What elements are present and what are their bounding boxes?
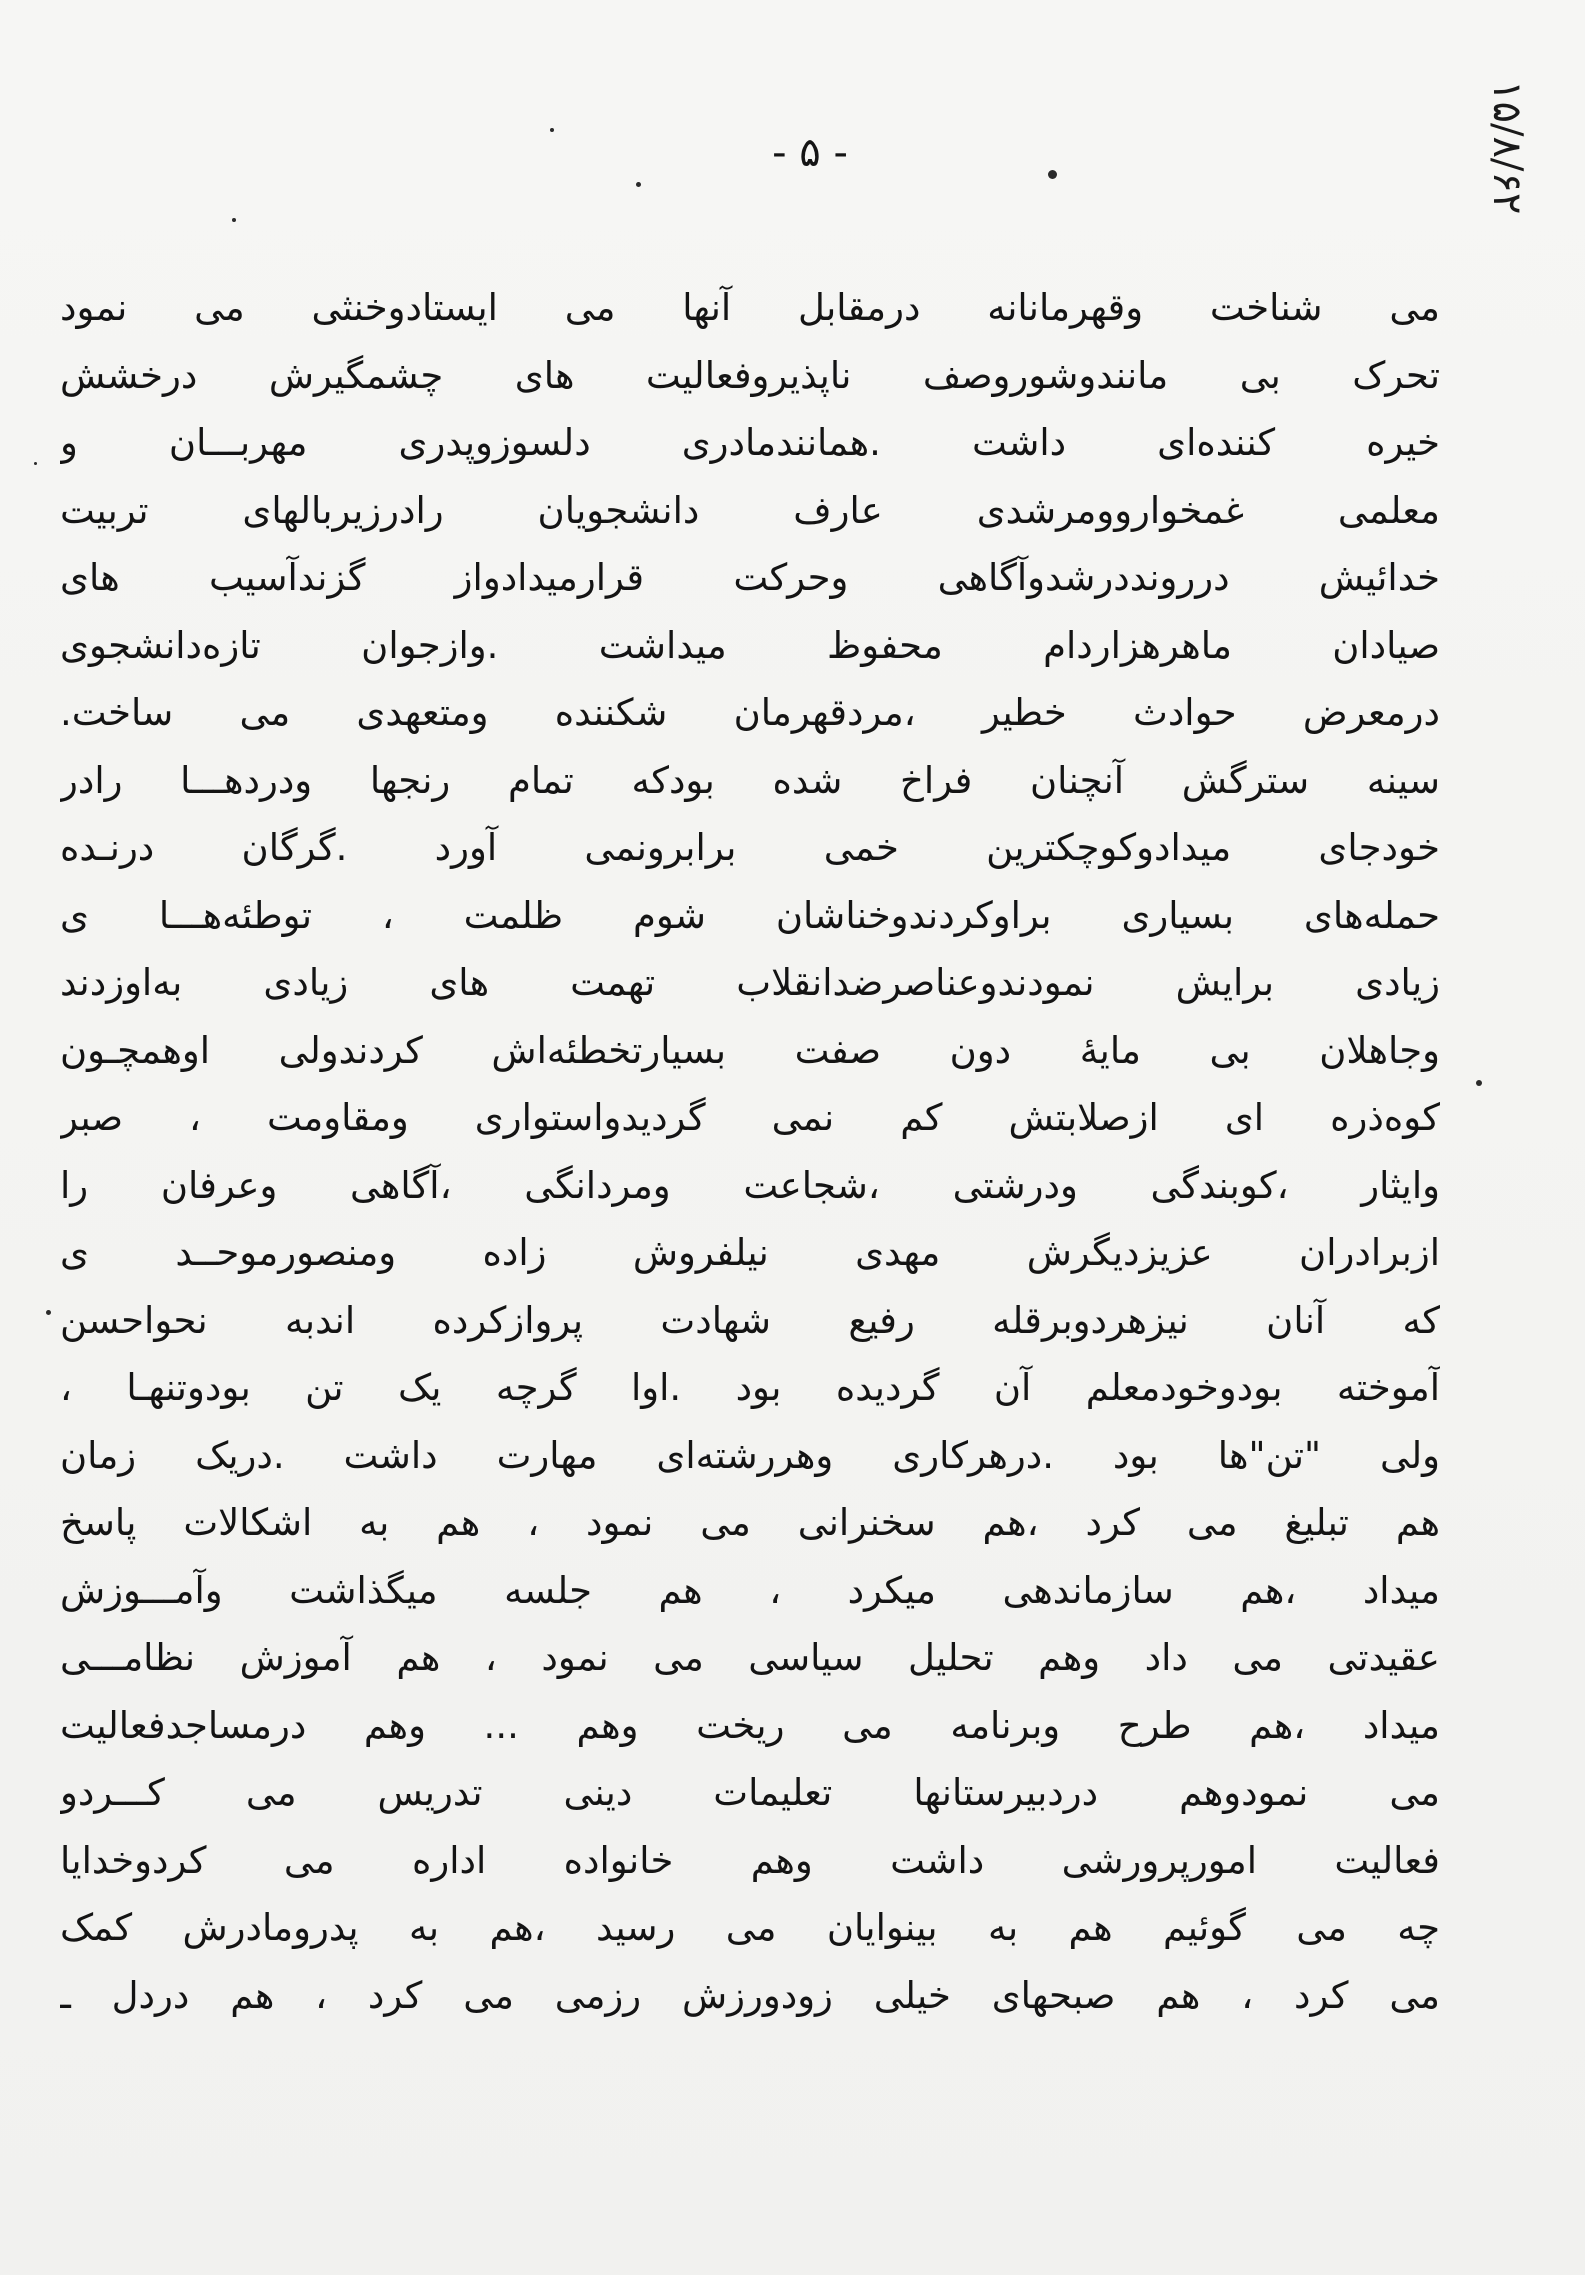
text-line: خدائیش دررونددرشدوآگاهی وحرکت قرارمیدادواز گزندآسیب های	[60, 556, 1440, 599]
scan-speck	[1048, 170, 1057, 179]
text-line: معلمی غمخواروومرشدی عارف دانشجویان رادرزیربالهای تربیت	[60, 488, 1440, 532]
text-line: آموخته بودوخودمعلم آن گردیده بود .اوا گرچه یک تن بودوتنهـا ،	[60, 1366, 1440, 1409]
text-line: می کرد ، هم صبحهای خیلی زودورزش رزمی می کرد ، هم دردل ـ	[60, 1973, 1440, 2017]
scan-speck	[636, 182, 641, 187]
text-line: وجاهلان بی مایهٔ دون صفت بسیارتخطئه‌اش کردندولی اوهمچـون	[60, 1028, 1440, 1072]
text-line: کوه‌ذره ای ازصلابتش کم نمی گردیدواستواری ومقاومت ، صبر	[60, 1096, 1440, 1139]
handwritten-date-note: ۱۵/۸/۶۲	[1484, 80, 1530, 215]
text-line: صیادان ماهرهزاردام محفوظ میداشت .وازجوان تازه‌دانشجوی	[60, 623, 1440, 667]
scan-speck	[46, 1310, 51, 1315]
text-line: ازبرادران عزیزدیگرش مهدی نیلفروش زاده ومنصورموحــد ی	[60, 1231, 1440, 1274]
body-text	[60, 274, 1440, 2029]
text-line: درمعرض حوادث خطیر ،مردقهرمان شکننده ومتعهدی می ساخت.	[60, 691, 1440, 734]
text-line: عقیدتی می داد وهم تحلیل سیاسی می نمود ، هم آموزش نظامـــی	[60, 1636, 1440, 1679]
text-line: خودجای میدادوکوچکترین خمی برابرونمی آورد .گرگان درنـده	[60, 826, 1440, 869]
text-line: زیادی برایش نمودندوعناصرضدانقلاب تهمت های زیادی به‌اوزدند	[60, 961, 1440, 1004]
text-line: می نمودوهم دردبیرستانها تعلیمات دینی تدریس می کـــردو	[60, 1771, 1440, 1814]
text-line: حمله‌های بسیاری براوکردندوخناشان شوم ظلمت ، توطئه‌هـــا ی	[60, 893, 1440, 937]
scan-speck	[232, 218, 236, 222]
text-line: ولی "تن"ها بود .درهرکاری وهررشته‌ای مهارت داشت .دریک زمان	[60, 1433, 1440, 1477]
text-line: چه می گوئیم هم به بینوایان می رسید ،هم به پدرومادرش کمک	[60, 1906, 1440, 1949]
scan-speck	[34, 462, 37, 465]
text-line: وایثار ،کوبندگی ودرشتی ،شجاعت ومردانگی ،آگاهی وعرفان را	[60, 1163, 1440, 1207]
text-line: که آنان نیزهردوبرقله رفیع شهادت پروازکرده اندبه نحواحسن	[60, 1298, 1440, 1342]
text-line: میداد ،هم سازماندهی میکرد ، هم جلسه میگذاشت وآمـــوزش	[60, 1568, 1440, 1612]
scan-speck	[1476, 1080, 1482, 1086]
text-line: سینه سترگش آنچنان فراخ شده بودکه تمام رنجها ودردهـــا رادر	[60, 758, 1440, 802]
text-line: می شناخت وقهرمانانه درمقابل آنها می ایستادوخنثی می نمود	[60, 286, 1440, 329]
text-line: هم تبلیغ می کرد ،هم سخنرانی می نمود ، هم به اشکالات پاسخ	[60, 1501, 1440, 1544]
scan-speck	[550, 128, 554, 132]
text-line: خیره کننده‌ای داشت .همانندمادری دلسوزوپدری مهربـــان و	[60, 421, 1440, 464]
page-number: - ۵ -	[772, 130, 848, 176]
text-line: تحرک بی مانندوشوروصف ناپذیروفعالیت های چشمگیرش درخشش	[60, 353, 1440, 397]
text-line: میداد ،هم طرح وبرنامه می ریخت وهم ... وهم درمساجدفعالیت	[60, 1703, 1440, 1747]
text-line: فعالیت امورپرورشی داشت وهم خانواده اداره می کردوخدایا	[60, 1838, 1440, 1882]
